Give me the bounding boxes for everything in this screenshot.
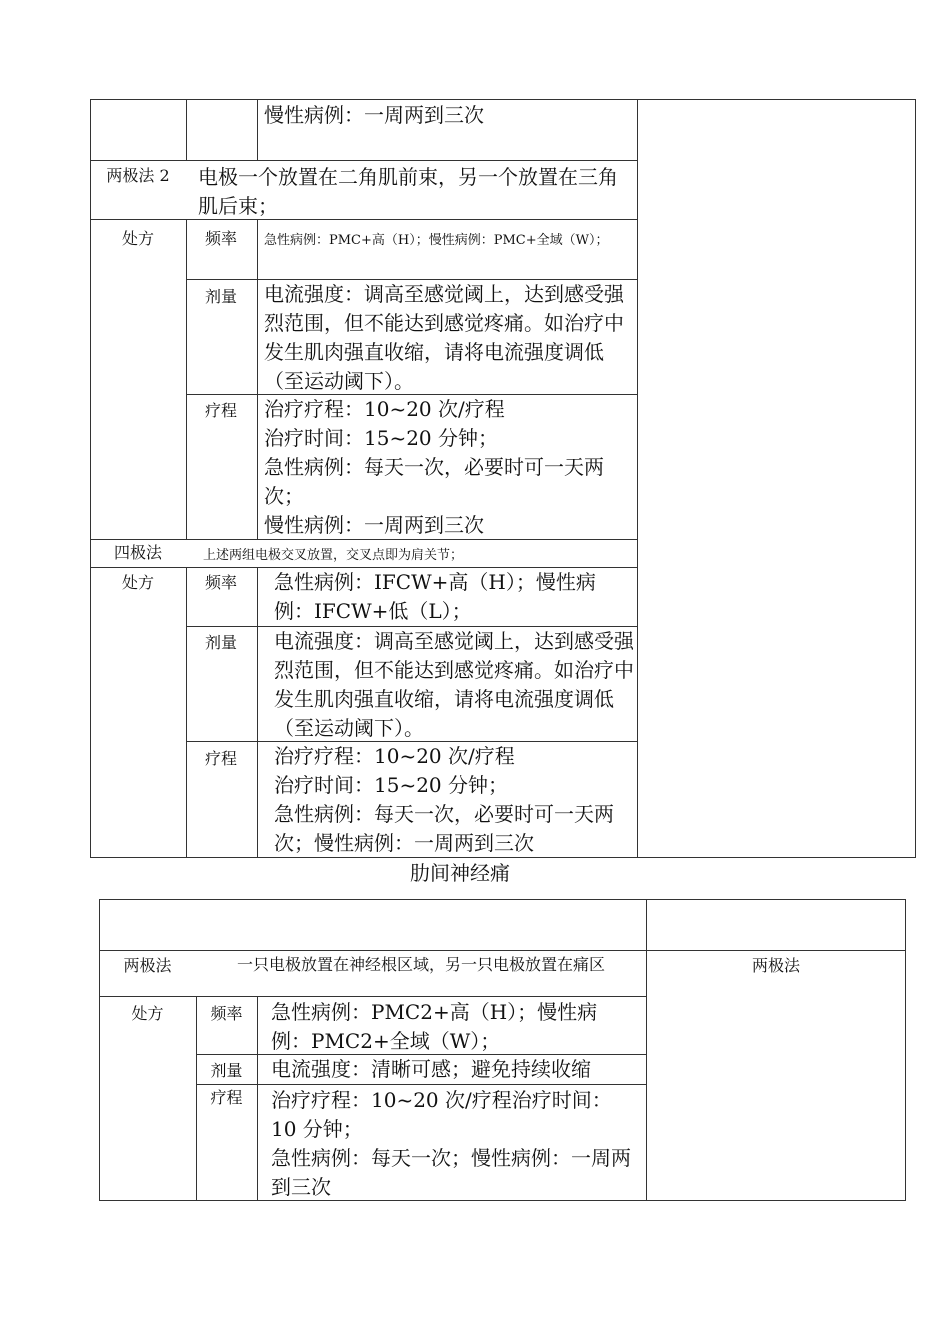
- prescription-2-frequency-text: 急性病例：IFCW+高（H）；慢性病例：IFCW+低（L）；: [274, 570, 596, 623]
- prescription-2-course-label: 疗程: [204, 749, 237, 768]
- section-title: 肋间神经痛: [410, 861, 510, 885]
- intercostal-course-text: [271, 1086, 637, 1202]
- course-line: 治疗疗程：10~20 次/疗程: [274, 744, 515, 768]
- course-line: 治疗时间：15~20 分钟；: [274, 773, 509, 797]
- intercostal-dose-text: 电流强度：清晰可感；避免持续收缩: [271, 1057, 591, 1081]
- prescription-2-label: 处方: [121, 573, 154, 592]
- intercostal-placement-text: 一只电极放置在神经根区域，另一只电极放置在痛区: [236, 955, 605, 974]
- bipolar-2-placement-text: 电极一个放置在二角肌前束，另一个放置在三角肌后束；: [198, 165, 618, 218]
- course-line: 治疗疗程：10~20 次/疗程: [264, 397, 505, 421]
- prescription-1-dose-label: 剂量: [204, 287, 237, 306]
- quadripolar-placement-text: 上述两组电极交叉放置，交叉点即为肩关节；: [203, 548, 464, 563]
- prescription-1-dose-text: 电流强度：调高至感觉阈上，达到感受强烈范围，但不能达到感觉疼痛。如治疗中发生肌肉强直收缩，请将电流强度调低（至运动阈下）。: [264, 282, 624, 393]
- course-line: 急性病例：每天一次，必要时可一天两次；: [264, 455, 604, 508]
- prescription-2-frequency-label: 频率: [204, 573, 237, 592]
- prescription-1-frequency-label: 频率: [204, 229, 237, 248]
- course-line: 慢性病例：一周两到三次: [264, 513, 484, 537]
- course-line: 治疗疗程：10~20 次/疗程治疗时间：10 分钟；: [271, 1088, 612, 1141]
- chronic-frequency-text: 慢性病例：一周两到三次: [264, 103, 484, 127]
- prescription-2-course-text: [274, 742, 630, 858]
- prescription-2-dose-text: 电流强度：调高至感觉阈上，达到感受强烈范围，但不能达到感觉疼痛。如治疗中发生肌肉强直收缩，请将电流强度调低（至运动阈下）。: [274, 629, 634, 740]
- intercostal-bipolar-label: 两极法: [123, 956, 172, 975]
- prescription-1-course-label: 疗程: [204, 401, 237, 420]
- prescription-1-label: 处方: [121, 229, 154, 248]
- intercostal-right-label: 两极法: [751, 956, 800, 975]
- course-line: 急性病例：每天一次，必要时可一天两次；慢性病例：一周两到三次: [274, 802, 614, 855]
- prescription-2-dose-label: 剂量: [204, 633, 237, 652]
- prescription-1-frequency-text: 急性病例：PMC+高（H）；慢性病例：PMC+全域（W）；: [264, 233, 609, 248]
- intercostal-frequency-text: 急性病例：PMC2+高（H）；慢性病例：PMC2+全域（W）；: [271, 1000, 598, 1053]
- intercostal-course-label: 疗程: [210, 1088, 243, 1107]
- course-line: 治疗时间：15~20 分钟；: [264, 426, 499, 450]
- intercostal-dose-label: 剂量: [210, 1061, 243, 1080]
- bipolar-2-label: 两极法 2: [106, 166, 170, 185]
- quadripolar-label: 四极法: [113, 543, 162, 562]
- intercostal-frequency-label: 频率: [210, 1004, 243, 1023]
- course-line: 急性病例：每天一次；慢性病例：一周两到三次: [271, 1146, 631, 1199]
- prescription-1-course-text: [264, 395, 632, 540]
- intercostal-prescription-label: 处方: [131, 1004, 164, 1023]
